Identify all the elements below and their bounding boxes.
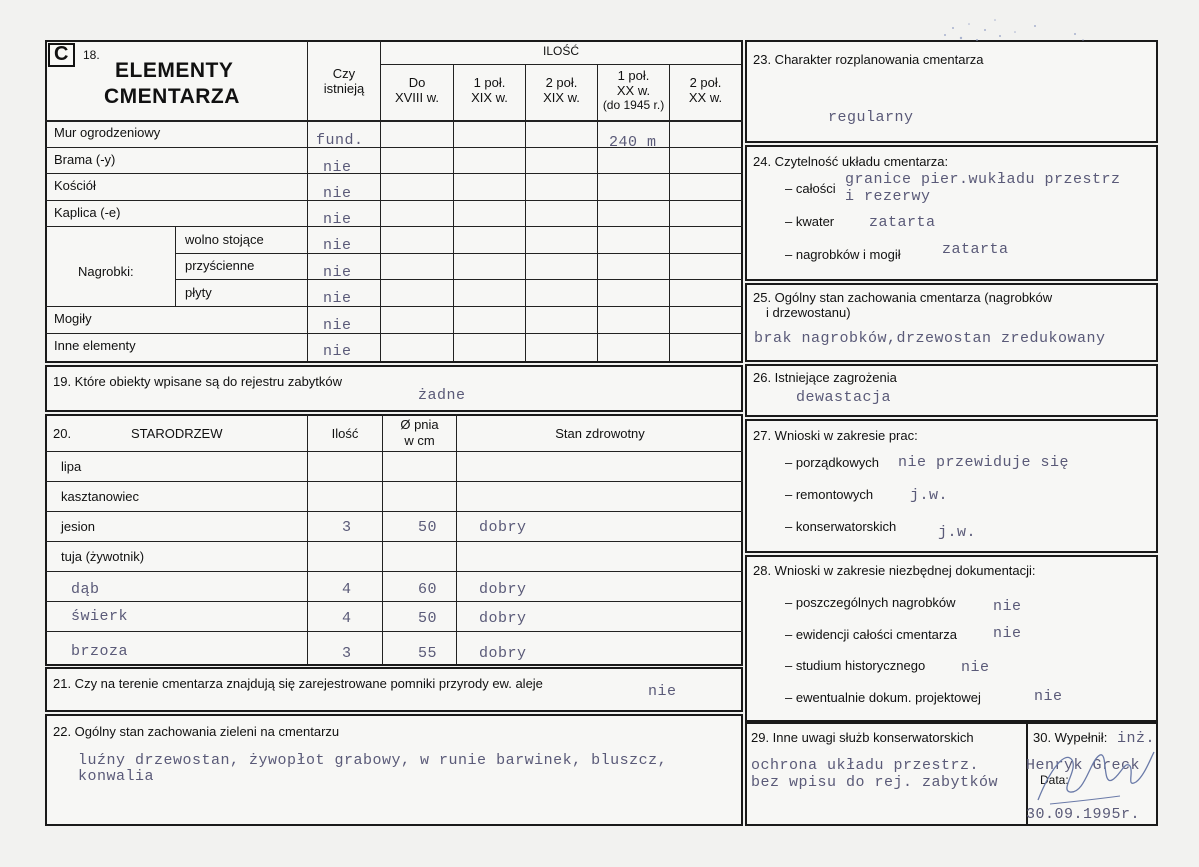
q24-kwater-value: zatarta bbox=[869, 214, 936, 231]
q30-date: 30.09.1995r. bbox=[1026, 806, 1141, 823]
row-label-brama: Brama (-y) bbox=[54, 152, 116, 167]
period-1pol-xx-1: 1 poł. bbox=[617, 68, 650, 83]
value-mogily: nie bbox=[323, 317, 352, 334]
divider bbox=[45, 631, 743, 632]
q27-item-3-label: – konserwatorskich bbox=[785, 519, 897, 534]
q23-answer: regularny bbox=[828, 109, 914, 126]
q22-answer-line-1: luźny drzewostan, żywopłot grabowy, w runie barwinek, bluszcz, bbox=[78, 752, 668, 769]
section-18-title-1: ELEMENTY bbox=[115, 59, 234, 82]
q20-number: 20. bbox=[53, 426, 72, 441]
tree-count-jesion: 3 bbox=[342, 519, 352, 536]
value-przyscienne: nie bbox=[323, 264, 352, 281]
period-2pol-xix-1: 2 poł. bbox=[545, 75, 578, 90]
divider bbox=[45, 601, 743, 602]
q28-item-3-label: – studium historycznego bbox=[785, 658, 926, 673]
divider bbox=[45, 511, 743, 512]
q22-label: 22. Ogólny stan zachowania zieleni na cmentarzu bbox=[53, 724, 340, 739]
q25-answer: brak nagrobków,drzewostan zredukowany bbox=[754, 330, 1106, 347]
exists-header-2: istnieją bbox=[323, 81, 365, 96]
row-label-wolno-stojace: wolno stojące bbox=[185, 232, 264, 247]
tree-count-swierk: 4 bbox=[342, 610, 352, 627]
divider bbox=[453, 64, 454, 361]
divider bbox=[45, 481, 743, 482]
q28-item-1-label: – poszczególnych nagrobków bbox=[785, 595, 956, 610]
q24-nagrobkow-value: zatarta bbox=[942, 241, 1009, 258]
period-2pol-xx-2: XX w. bbox=[688, 90, 723, 105]
period-2pol-xx-1: 2 poł. bbox=[689, 75, 722, 90]
section-letter: C bbox=[54, 43, 69, 65]
row-label-inne: Inne elementy bbox=[54, 338, 136, 353]
value-plyty: nie bbox=[323, 290, 352, 307]
q27-item-2-value: j.w. bbox=[910, 487, 949, 504]
divider bbox=[380, 64, 741, 65]
row-label-nagrobki: Nagrobki: bbox=[78, 264, 134, 279]
q24-nagrobkow-label: – nagrobków i mogił bbox=[785, 247, 901, 262]
q28-item-1-value: nie bbox=[993, 598, 1022, 615]
row-label-kosciol: Kościół bbox=[54, 178, 96, 193]
period-do-xviii-2: XVIII w. bbox=[394, 90, 440, 105]
q20-col-count: Ilość bbox=[331, 426, 359, 441]
q21-label: 21. Czy na terenie cmentarza znajdują się zarejestrowane pomniki przyrody ew. aleje bbox=[53, 676, 543, 691]
row-label-plyty: płyty bbox=[185, 285, 212, 300]
tree-name-lipa: lipa bbox=[61, 459, 82, 474]
tree-health-jesion: dobry bbox=[479, 519, 527, 536]
q24-kwater-label: – kwater bbox=[785, 214, 835, 229]
tree-diam-jesion: 50 bbox=[418, 519, 438, 536]
q20-col-health: Stan zdrowotny bbox=[555, 426, 645, 441]
tree-diam-brzoza: 55 bbox=[418, 645, 438, 662]
q24-calosci-label: – całości bbox=[785, 181, 836, 196]
q28-item-2-label: – ewidencji całości cmentarza bbox=[785, 627, 957, 642]
period-1pol-xix-2: XIX w. bbox=[471, 90, 508, 105]
q23-label: 23. Charakter rozplanowania cmentarza bbox=[753, 52, 984, 67]
tree-name-brzoza: brzoza bbox=[71, 643, 129, 660]
q29-line-1: ochrona układu przestrz. bbox=[751, 757, 980, 774]
divider bbox=[45, 306, 743, 307]
divider bbox=[45, 451, 743, 452]
q27-label: 27. Wnioski w zakresie prac: bbox=[753, 428, 918, 443]
row-label-przyscienne: przyścienne bbox=[185, 258, 255, 273]
period-do-xviii-1: Do bbox=[408, 75, 426, 90]
value-kosciol: nie bbox=[323, 185, 352, 202]
q28-item-4-value: nie bbox=[1034, 688, 1063, 705]
q28-item-4-label: – ewentualnie dokum. projektowej bbox=[785, 690, 981, 705]
q21-answer: nie bbox=[648, 683, 677, 700]
value-brama: nie bbox=[323, 159, 352, 176]
divider bbox=[45, 173, 743, 174]
q27-item-1-label: – porządkowych bbox=[785, 455, 879, 470]
q20-title: STARODRZEW bbox=[131, 426, 223, 441]
tree-name-dab: dąb bbox=[71, 581, 100, 598]
cemetery-record-form bbox=[45, 40, 1158, 826]
tree-health-swierk: dobry bbox=[479, 610, 527, 627]
q28-item-2-value: nie bbox=[993, 625, 1022, 642]
q26-label: 26. Istniejące zagrożenia bbox=[753, 370, 897, 385]
tree-health-dab: dobry bbox=[479, 581, 527, 598]
value-wolno-stojace: nie bbox=[323, 237, 352, 254]
q24-label: 24. Czytelność układu cmentarza: bbox=[753, 154, 949, 169]
q25-label-2: i drzewostanu) bbox=[766, 305, 851, 320]
divider bbox=[175, 253, 743, 254]
period-1pol-xix-1: 1 poł. bbox=[473, 75, 506, 90]
divider bbox=[669, 64, 670, 361]
q30-label: 30. Wypełnił: bbox=[1033, 730, 1108, 745]
exists-header-1: Czy bbox=[332, 66, 356, 81]
signature-scribble bbox=[1030, 730, 1158, 812]
q30-date-label: Data: bbox=[1040, 773, 1069, 787]
q19-answer: żadne bbox=[418, 387, 466, 404]
period-2pol-xix-2: XIX w. bbox=[543, 90, 580, 105]
row-label-mur: Mur ogrodzeniowy bbox=[54, 125, 161, 140]
section-18-number: 18. bbox=[83, 48, 100, 62]
divider bbox=[175, 226, 176, 306]
divider bbox=[45, 120, 743, 122]
divider bbox=[45, 571, 743, 572]
tree-diam-dab: 60 bbox=[418, 581, 438, 598]
value-kaplica: nie bbox=[323, 211, 352, 228]
section-18-title-2: CMENTARZA bbox=[104, 85, 240, 108]
tree-name-jesion: jesion bbox=[61, 519, 95, 534]
row-label-kaplica: Kaplica (-e) bbox=[54, 205, 121, 220]
value-mur-amount: 240 m bbox=[609, 134, 657, 151]
divider bbox=[175, 279, 743, 280]
tree-health-brzoza: dobry bbox=[479, 645, 527, 662]
q19-label: 19. Które obiekty wpisane są do rejestru zabytków bbox=[53, 374, 343, 389]
q26-answer: dewastacja bbox=[796, 389, 892, 406]
divider bbox=[45, 200, 743, 201]
tree-name-tuja: tuja (żywotnik) bbox=[61, 549, 145, 564]
q30-name: Henryk Greck bbox=[1026, 757, 1141, 774]
divider bbox=[45, 541, 743, 542]
tree-name-swierk: świerk bbox=[71, 608, 129, 625]
q24-calosci-line-2: i rezerwy bbox=[845, 188, 931, 205]
q22-answer-line-2: konwalia bbox=[78, 768, 155, 785]
ink-speckles bbox=[925, 10, 1095, 50]
value-inne: nie bbox=[323, 343, 352, 360]
tree-diam-swierk: 50 bbox=[418, 610, 438, 627]
q27-item-3-value: j.w. bbox=[938, 524, 977, 541]
ilosc-header: ILOŚĆ bbox=[542, 44, 579, 58]
divider bbox=[525, 64, 526, 361]
q29-line-2: bez wpisu do rej. zabytków bbox=[751, 774, 999, 791]
tree-count-dab: 4 bbox=[342, 581, 352, 598]
q27-item-2-label: – remontowych bbox=[785, 487, 874, 502]
q20-col-diam-1: Ø pnia bbox=[400, 417, 439, 432]
q20-col-diam-2: w cm bbox=[404, 433, 435, 448]
period-1pol-xx-2: XX w. bbox=[616, 83, 651, 98]
q28-label: 28. Wnioski w zakresie niezbędnej dokumentacji: bbox=[753, 563, 1036, 578]
divider bbox=[45, 333, 743, 334]
tree-name-kasztanowiec: kasztanowiec bbox=[61, 489, 140, 504]
period-1pol-xx-3: (do 1945 r.) bbox=[602, 98, 665, 112]
q24-calosci-line-1: granice pier.wukładu przestrz bbox=[845, 171, 1121, 188]
q30-name-prefix: inż. bbox=[1117, 730, 1156, 747]
row-label-mogily: Mogiły bbox=[54, 311, 92, 326]
q29-label: 29. Inne uwagi służb konserwatorskich bbox=[751, 730, 974, 745]
value-mur: fund. bbox=[316, 132, 364, 149]
tree-count-brzoza: 3 bbox=[342, 645, 352, 662]
divider bbox=[45, 226, 743, 227]
q27-item-1-value: nie przewiduje się bbox=[898, 454, 1070, 471]
q25-label-1: 25. Ogólny stan zachowania cmentarza (nagrobków bbox=[753, 290, 1053, 305]
q28-item-3-value: nie bbox=[961, 659, 990, 676]
